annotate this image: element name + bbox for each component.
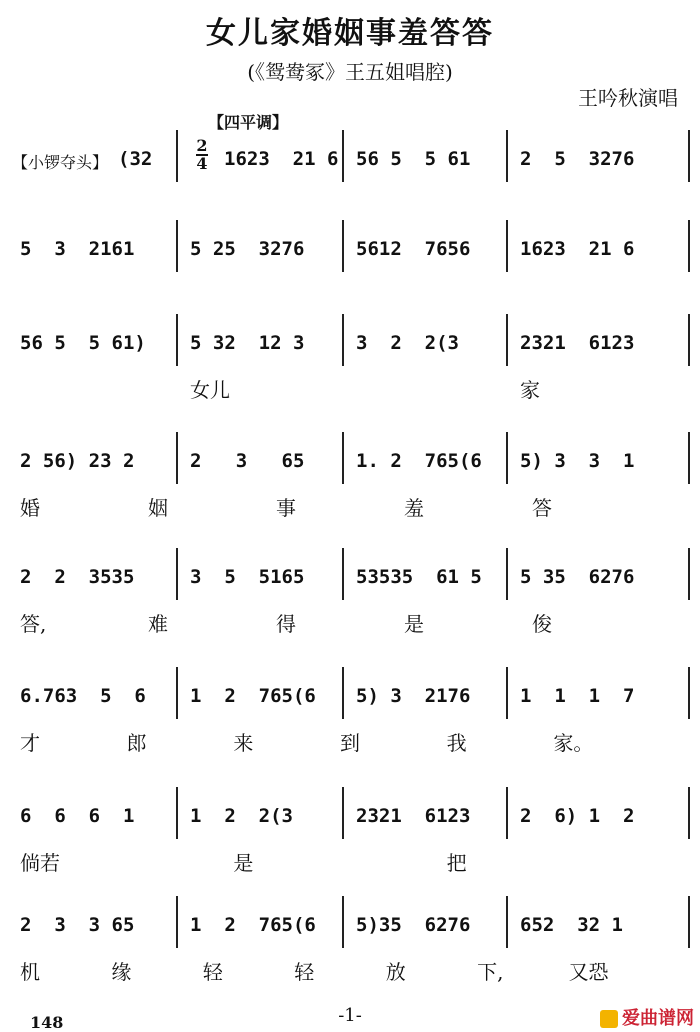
measure-notes: 1. 2 765(6 (356, 450, 482, 472)
lyric-text: 事 (276, 496, 296, 520)
score-system (10, 548, 692, 658)
measure-notes: 2 5 3276 (520, 148, 635, 170)
site-logo[interactable]: 爱曲谱网 (600, 1004, 694, 1030)
bar-line (342, 314, 344, 366)
bar-line (688, 787, 690, 839)
bar-line (506, 130, 508, 182)
measure-notes: 1 2 765(6 (190, 685, 316, 707)
measure-notes: 56 5 5 61) (20, 332, 146, 354)
lyric-text: 把 (446, 851, 467, 875)
time-signature-bottom: 4 (196, 154, 208, 173)
measure-notes: 5) 3 2176 (356, 685, 471, 707)
tempo-mark: 【四平调】 (208, 113, 289, 132)
lyric-text: 答 (532, 496, 552, 520)
measure-notes: 5) 3 3 1 (520, 450, 635, 472)
measure-notes: 6 6 6 1 (20, 805, 135, 827)
measure-notes: 2321 6123 (520, 332, 635, 354)
bar-line (688, 896, 690, 948)
bar-line (506, 787, 508, 839)
bar-line (176, 432, 178, 484)
bar-line (176, 787, 178, 839)
bar-line (506, 432, 508, 484)
bar-line (176, 220, 178, 272)
measure-notes: 5 32 12 3 (190, 332, 305, 354)
score-system (10, 667, 692, 777)
lyric-text: 婚 (20, 496, 40, 520)
lyric-text: 放 (385, 960, 406, 984)
lyric-text: 女儿 (190, 378, 230, 402)
measure-notes: 3 2 2(3 (356, 332, 459, 354)
bar-line (176, 314, 178, 366)
singer-credit: 王吟秋演唱 (578, 86, 678, 110)
measure-notes: 2 3 65 (190, 450, 305, 472)
lyric-text: 是 (404, 612, 424, 636)
measure-notes: 5)35 6276 (356, 914, 471, 936)
bar-line (506, 896, 508, 948)
measure-notes: 1623 21 6 (520, 238, 635, 260)
bar-line (342, 548, 344, 600)
score-system (10, 432, 692, 542)
bar-line (688, 130, 690, 182)
measure-notes: 5 3 2161 (20, 238, 135, 260)
lyric-text: 是 (233, 851, 254, 875)
bar-line (506, 548, 508, 600)
lyric-text: 才 (20, 731, 40, 755)
time-signature-top: 2 (196, 136, 208, 155)
measure-notes: 1 2 765(6 (190, 914, 316, 936)
bar-line (506, 314, 508, 366)
lyric-text: 到 (340, 731, 360, 755)
time-signature (196, 138, 208, 172)
logo-icon (600, 1010, 618, 1028)
lyric-text: 机 (20, 960, 40, 984)
measure-notes: 2 2 3535 (20, 566, 135, 588)
bar-line (176, 667, 178, 719)
bar-line (176, 896, 178, 948)
measure-notes: 6.763 5 6 (20, 685, 146, 707)
measure-notes: 2 6) 1 2 (520, 805, 635, 827)
intro-prefix: 【小锣夺头】 (12, 153, 109, 172)
measure-notes: 3 5 5165 (190, 566, 305, 588)
bar-line (688, 314, 690, 366)
measure-notes: 5 35 6276 (520, 566, 635, 588)
lyric-text: 下, (477, 960, 504, 984)
bar-line (506, 220, 508, 272)
bar-line (342, 130, 344, 182)
lyric-text: 羞 (404, 496, 424, 520)
lyric-text: 家 (520, 378, 540, 402)
bar-line (506, 667, 508, 719)
measure-notes: 1623 21 6 (224, 148, 339, 170)
lyric-text: 又恐 (568, 960, 609, 984)
bar-line (688, 548, 690, 600)
bar-line (688, 432, 690, 484)
bar-line (342, 667, 344, 719)
bar-line (342, 787, 344, 839)
bar-line (176, 548, 178, 600)
bar-line (342, 896, 344, 948)
bar-line (176, 130, 178, 182)
lyric-text: 轻 (294, 960, 315, 984)
measure-notes: 53535 61 5 (356, 566, 482, 588)
measure-notes: 652 32 1 (520, 914, 623, 936)
measure-notes: 2 56) 23 2 (20, 450, 135, 472)
measure-notes: 5 25 3276 (190, 238, 305, 260)
page-hint: 148 (30, 1013, 64, 1032)
lyric-text: 姻 (148, 496, 168, 520)
lyric-text: 家。 (553, 731, 594, 755)
measure-notes: 2321 6123 (356, 805, 471, 827)
page-number: -1- (338, 1005, 362, 1026)
bar-line (688, 220, 690, 272)
measure-notes: 56 5 5 61 (356, 148, 471, 170)
measure-notes: 1 2 2(3 (190, 805, 293, 827)
score-system (10, 314, 692, 424)
measure-notes: 2 3 3 65 (20, 914, 135, 936)
lyric-text: 倘若 (20, 851, 60, 875)
measure-notes: 1 1 1 7 (520, 685, 635, 707)
lyric-text: 缘 (111, 960, 132, 984)
score-system (10, 787, 692, 897)
lyric-text: 得 (276, 612, 296, 636)
lyric-text: 答, (20, 612, 47, 636)
lyric-text: 郎 (126, 731, 147, 755)
bar-line (688, 667, 690, 719)
lyric-text: 俊 (532, 612, 552, 636)
lyric-text: 难 (148, 612, 168, 636)
measure-notes: 5612 7656 (356, 238, 471, 260)
lyric-text: 来 (233, 731, 254, 755)
score-subtitle: (《鸳鸯冢》王五姐唱腔) (247, 60, 453, 84)
lyric-text: 轻 (202, 960, 223, 984)
bar-line (342, 220, 344, 272)
measure-notes: (32 (118, 148, 153, 170)
lyric-text: 我 (446, 731, 467, 755)
score-title: 女儿家婚姻事羞答答 (206, 16, 494, 51)
bar-line (342, 432, 344, 484)
score-system (10, 896, 692, 1006)
